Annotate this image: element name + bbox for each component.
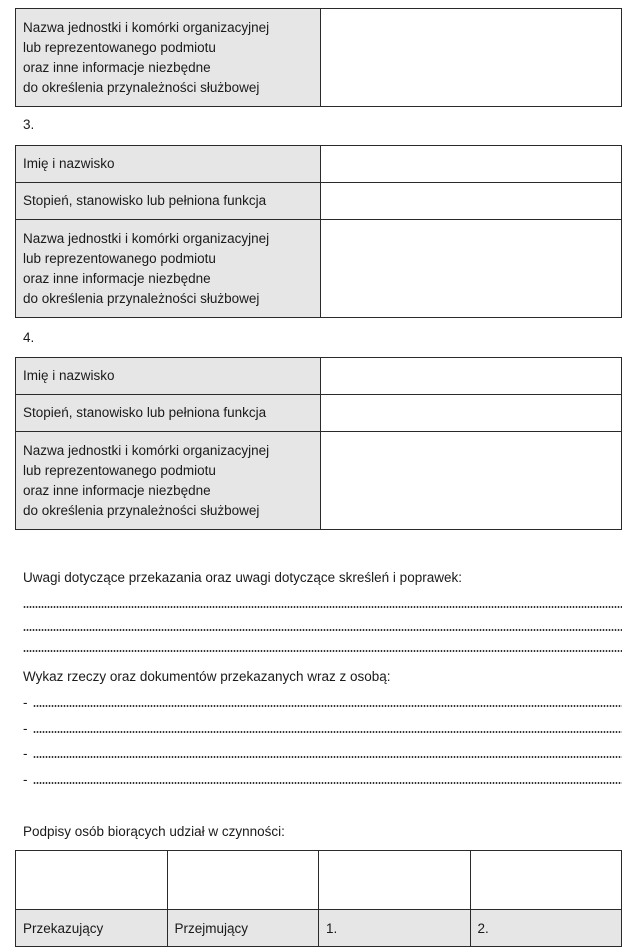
signature-field-2[interactable] [470,851,622,910]
section-4-rank-field[interactable] [321,395,622,432]
dash-1: - [23,695,28,710]
signatures-label: Podpisy osób biorących udział w czynności: [23,824,285,839]
signature-label-transferor: Przekazujący [16,910,168,947]
section-3-rank-label: Stopień, stanowisko lub pełniona funkcja [16,183,321,220]
section-2-table [15,8,622,107]
signature-label-receiver: Przejmujący [167,910,319,947]
section-4-unit-label: Nazwa jednostki i komórki organizacyjnej lub reprezentowanego podmiotu oraz inne informacje niezbędne do określenia przynależności służbowej [16,432,321,530]
remarks-line-2[interactable] [23,629,622,631]
section-4-name-field[interactable] [321,358,622,395]
section-3-table [15,145,622,318]
section-4-rank-label: Stopień, stanowisko lub pełniona funkcja [16,395,321,432]
signature-label-2: 2. [470,910,622,947]
section-2-unit-label: Nazwa jednostki i komórki organizacyjnej lub reprezentowanego podmiotu oraz inne informacje niezbędne do określenia przynależności służbowej [16,9,321,107]
signature-field-1[interactable] [319,851,471,910]
signature-label-1: 1. [319,910,471,947]
dash-4: - [23,772,28,787]
items-line-2[interactable] [23,723,622,737]
section-4-unit-field[interactable] [321,432,622,530]
items-label: Wykaz rzeczy oraz dokumentów przekazanych wraz z osobą: [23,669,391,684]
dash-3: - [23,746,28,761]
section-3-name-label: Imię i nazwisko [16,146,321,183]
section-4-table [15,357,622,530]
section-3-unit-field[interactable] [321,220,622,318]
dash-2: - [23,721,28,736]
remarks-line-1[interactable] [23,606,622,608]
signature-field-transferor[interactable] [16,851,168,910]
items-line-3[interactable] [23,748,622,762]
section-4-number: 4. [23,330,35,345]
remarks-line-3[interactable] [23,650,622,652]
section-2-unit-field[interactable] [321,9,622,107]
section-4-name-label: Imię i nazwisko [16,358,321,395]
items-line-1[interactable] [23,697,622,711]
signature-field-receiver[interactable] [167,851,319,910]
section-3-number: 3. [23,117,35,132]
remarks-label: Uwagi dotyczące przekazania oraz uwagi dotyczące skreśleń i poprawek: [23,570,462,585]
section-3-unit-label: Nazwa jednostki i komórki organizacyjnej lub reprezentowanego podmiotu oraz inne informacje niezbędne do określenia przynależności służbowej [16,220,321,318]
section-3-rank-field[interactable] [321,183,622,220]
signatures-table [15,850,622,947]
items-line-4[interactable] [23,774,622,788]
section-3-name-field[interactable] [321,146,622,183]
